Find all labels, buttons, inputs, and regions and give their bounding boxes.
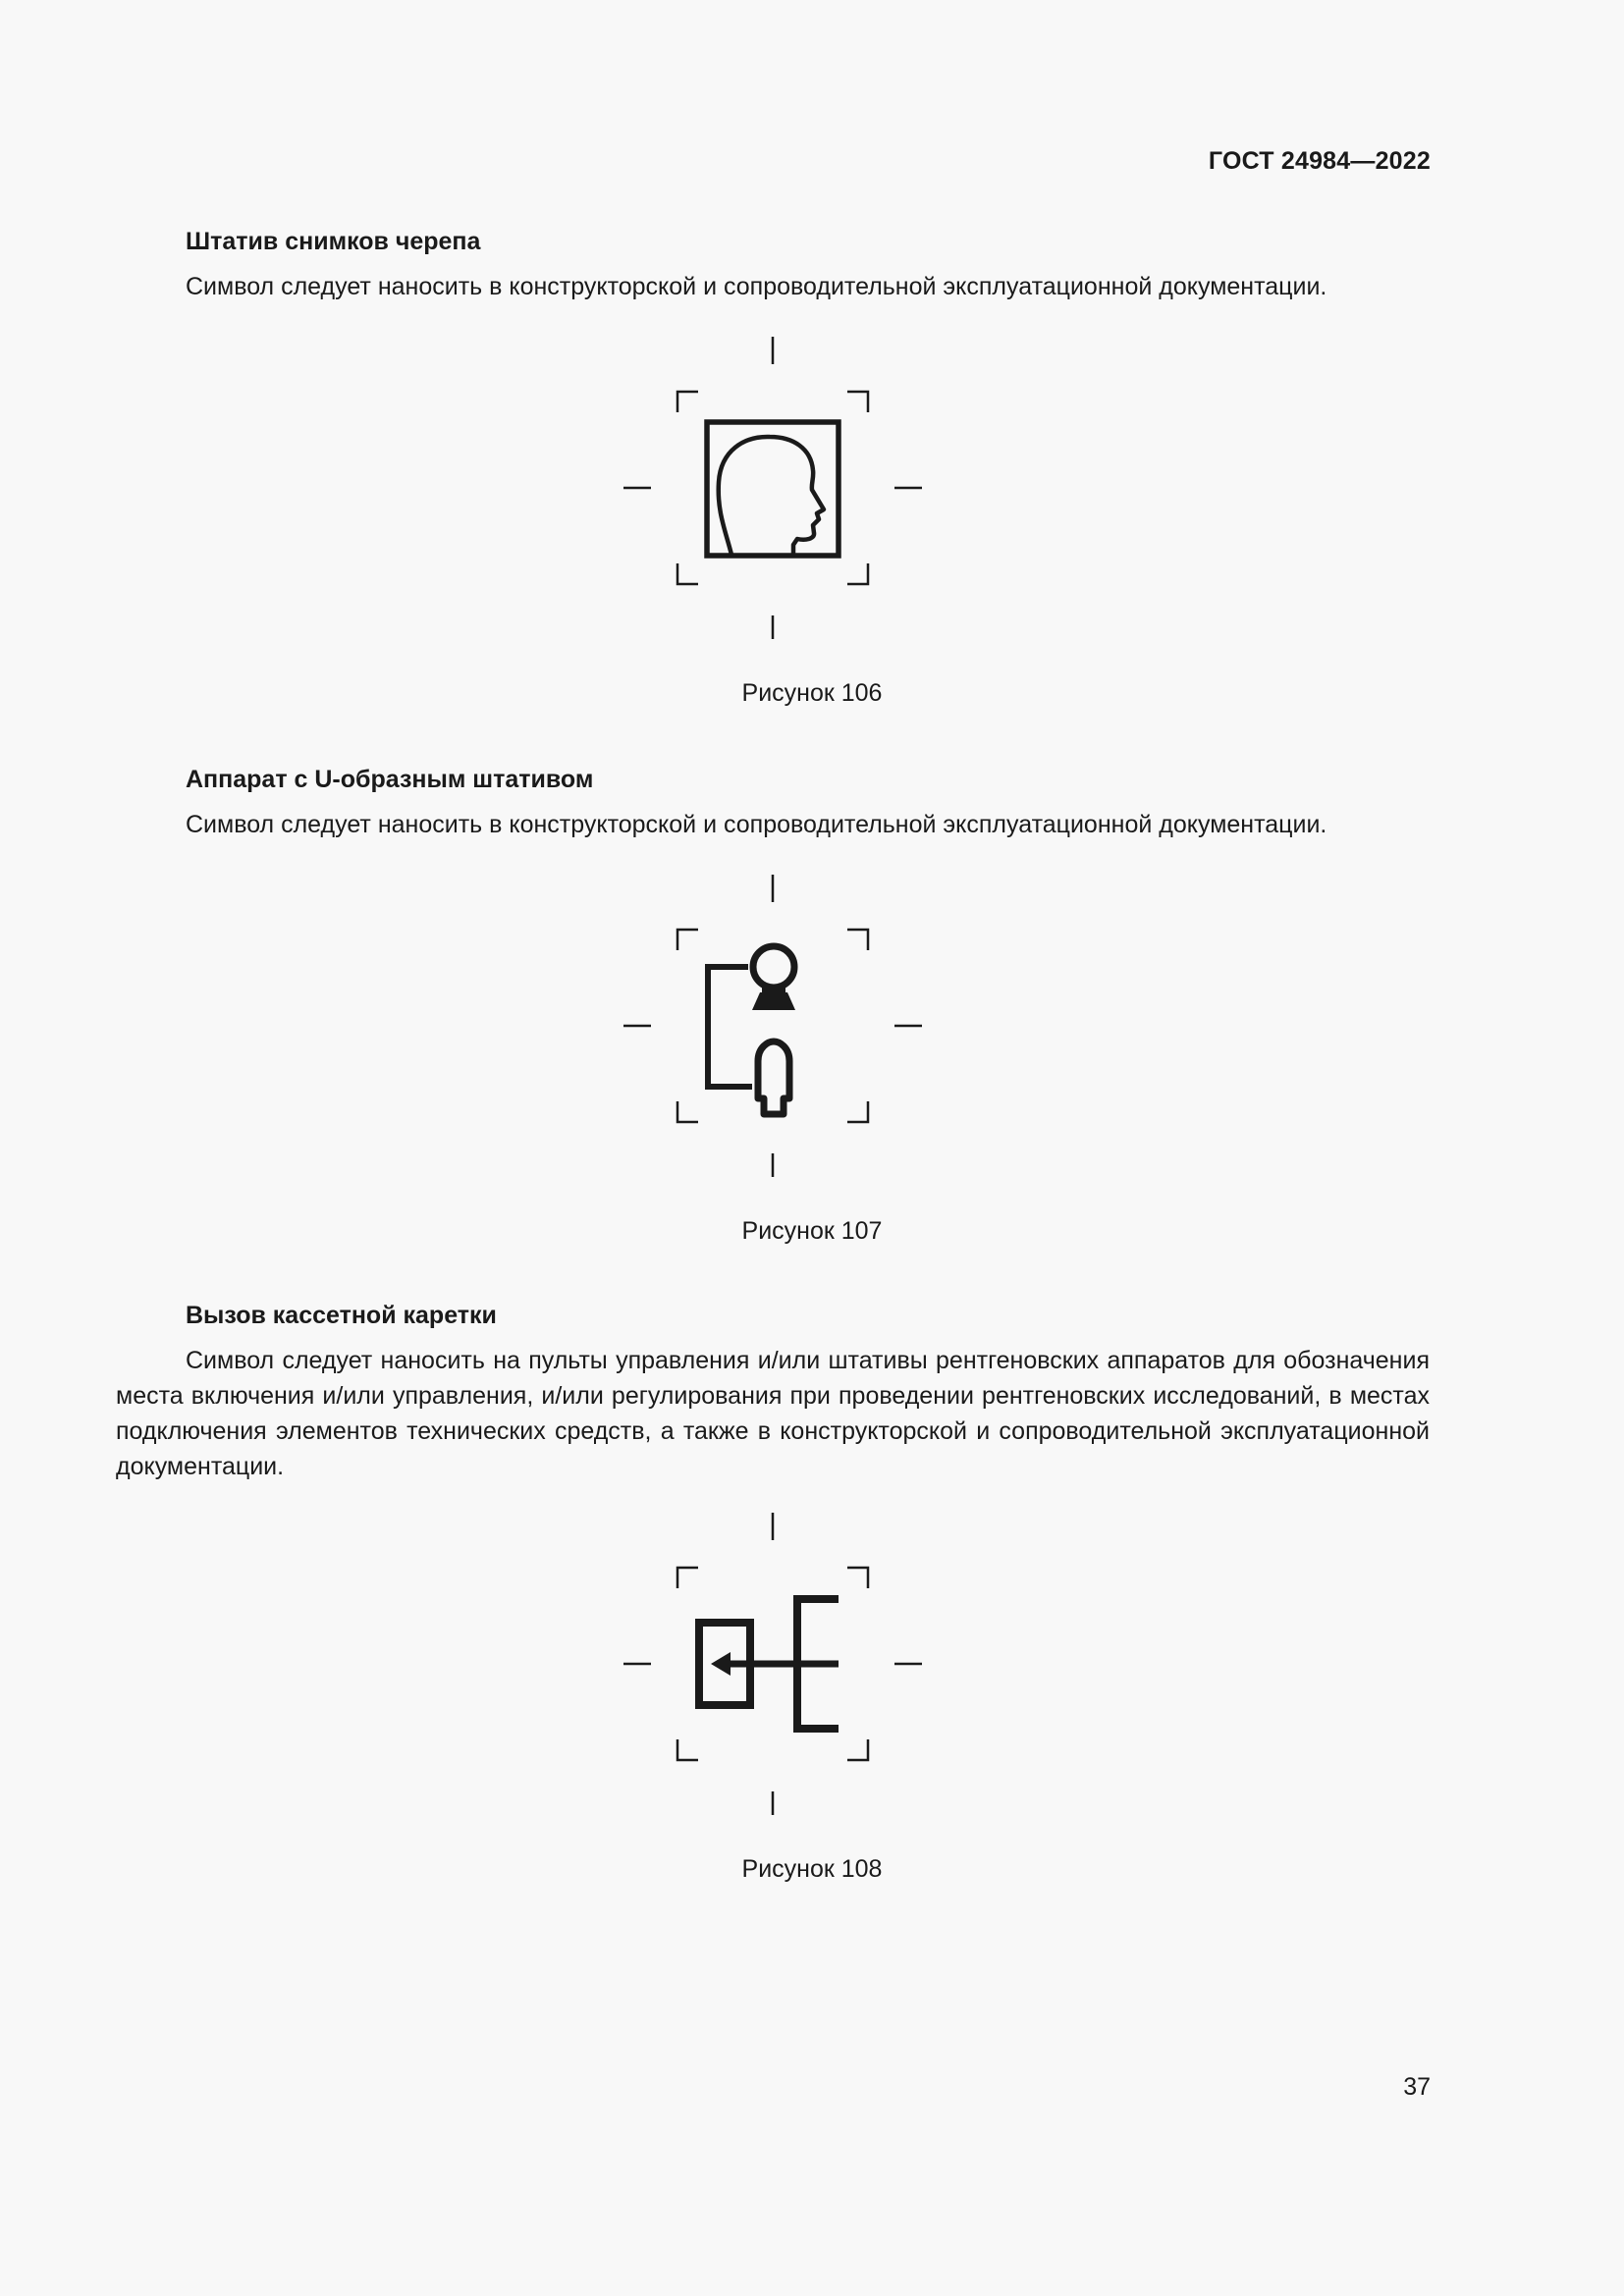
- section-u-arm: [116, 762, 1430, 842]
- section-cassette-carriage: [116, 1298, 1430, 1484]
- skull-radiography-stand-icon: [621, 335, 925, 639]
- section-text: Символ следует наносить в конструкторской и сопроводительной эксплуатационной документации.: [186, 273, 1327, 300]
- figure-caption: Рисунок 108: [741, 1855, 883, 1883]
- section-heading: Вызов кассетной каретки: [186, 1302, 497, 1329]
- section-text: Символ следует наносить на пульты управления и/или штативы рентгеновских аппаратов для обозначения места включения и/или управления, и/или регулирования при проведении рентгеновских исследований, в местах подключения элементов технических средств, а также в конструкторской и сопроводительной эксплуатационной документации.: [116, 1347, 1430, 1480]
- section-text: Символ следует наносить в конструкторской и сопроводительной эксплуатационной документации.: [186, 811, 1327, 838]
- page-number: 37: [1403, 2073, 1431, 2101]
- figure-caption: Рисунок 107: [741, 1217, 883, 1245]
- u-arm-apparatus-icon: [621, 873, 925, 1177]
- figure-106: [621, 335, 925, 639]
- section-skull-stand: [116, 224, 1430, 304]
- figure-frame-marks: [623, 875, 922, 1177]
- figure-108: [621, 1511, 925, 1815]
- figure-107: [621, 873, 925, 1177]
- figure-caption: Рисунок 106: [741, 679, 883, 707]
- section-heading: Аппарат с U-образным штативом: [186, 766, 594, 793]
- figure-frame-marks: [623, 337, 922, 639]
- section-heading: Штатив снимков черепа: [186, 228, 481, 255]
- cassette-carriage-call-icon: [621, 1511, 925, 1815]
- page-header-standard: ГОСТ 24984—2022: [1208, 147, 1431, 175]
